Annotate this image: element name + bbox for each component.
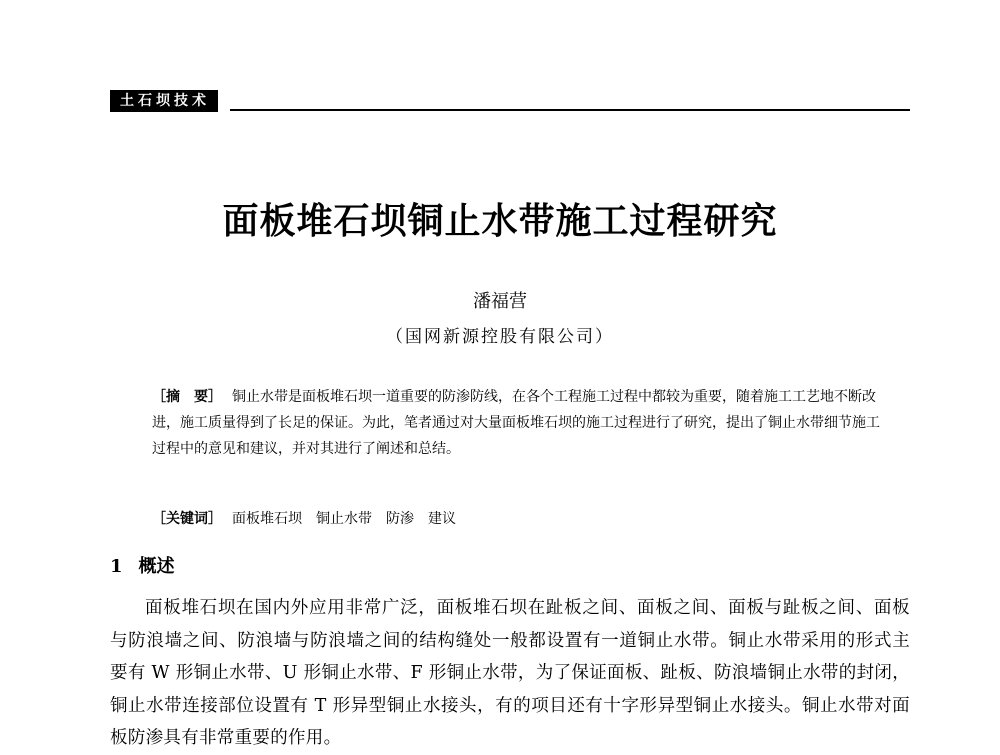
article-author: 潘福营: [473, 291, 527, 312]
keyword-item: 铜止水带: [316, 511, 372, 527]
keyword-item: 防渗: [386, 511, 414, 527]
section-category-label: 土石坝技术: [110, 90, 218, 112]
article-title: 面板堆石坝铜止水带施工过程研究: [222, 200, 778, 242]
abstract-text: 铜止水带是面板堆石坝一道重要的防渗防线，在各个工程施工过程中都较为重要，随着施工工艺地不断改进，施工质量得到了长足的保证。为此，笔者通过对大量面板堆石坝的施工过程进行了研究，提出了铜止水带细节施工过程中的意见和建议，并对其进行了阐述和总结。: [152, 389, 880, 457]
header-rule: [230, 109, 910, 111]
keyword-item: 面板堆石坝: [232, 511, 302, 527]
keywords-label: ［关键词］: [152, 511, 222, 527]
abstract: [152, 384, 882, 462]
body-paragraph: 面板堆石坝在国内外应用非常广泛，面板堆石坝在趾板之间、面板之间、面板与趾板之间、面板与防浪墙之间、防浪墙与防浪墙之间的结构缝处一般都设置有一道铜止水带。铜止水带采用的形式主要有 W 形铜止水带、U 形铜止水带、F 形铜止水带，为了保证面板、趾板、防浪墙铜止水带的封闭，铜止水带连接部位设置有 T 形异型铜止水接头，有的项目还有十字形异型铜止水接头。铜止水带对面板防渗具有非常重要的作用。: [110, 598, 910, 748]
section-number: 1: [110, 556, 123, 577]
keywords: [152, 506, 882, 532]
keyword-item: 建议: [428, 511, 456, 527]
section-title: 概述: [138, 556, 175, 577]
abstract-label: ［摘 要］: [152, 389, 222, 405]
article-affiliation: （国网新源控股有限公司）: [386, 327, 614, 347]
section-heading: [110, 552, 175, 578]
